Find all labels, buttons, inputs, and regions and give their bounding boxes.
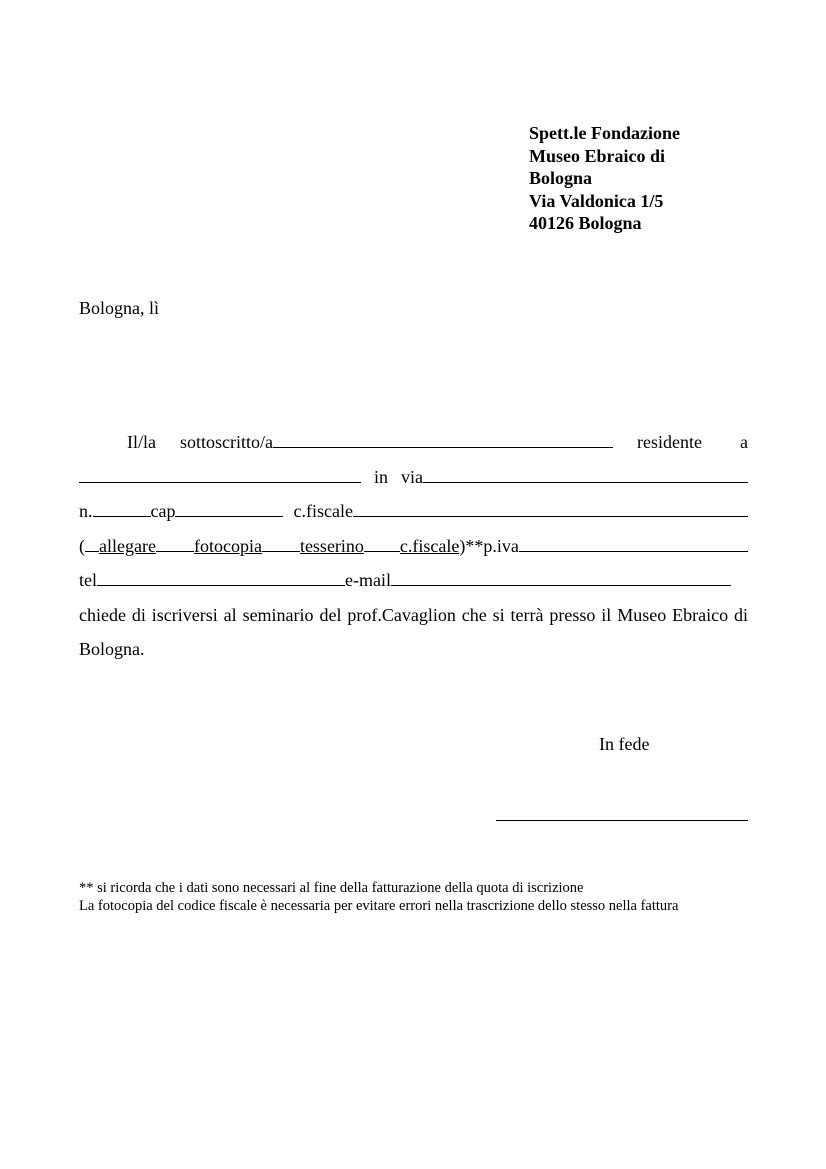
recipient-line-1: Spett.le Fondazione bbox=[529, 123, 680, 143]
attachment-underline-gap-3 bbox=[364, 551, 400, 552]
fiscal-code-field-line[interactable] bbox=[353, 516, 748, 517]
label-residente: residente bbox=[637, 432, 702, 452]
form-row-name bbox=[79, 429, 748, 453]
city-field-line[interactable] bbox=[79, 482, 361, 483]
attachment-word-fotocopia: fotocopia bbox=[193, 536, 262, 556]
email-field-line[interactable] bbox=[391, 585, 731, 586]
attachment-word-cfiscale: c.fiscale bbox=[399, 536, 460, 556]
label-tel: tel bbox=[79, 570, 97, 590]
form-row-number-cap-cf bbox=[79, 498, 748, 522]
label-piva: )**p.iva bbox=[459, 536, 519, 556]
form-row-contacts bbox=[79, 567, 748, 591]
request-paragraph: chiede di iscriversi al seminario del prof.Cavaglion che si terrà presso il Museo Ebraico di Bologna. bbox=[79, 605, 748, 659]
recipient-line-2: Museo Ebraico di bbox=[529, 145, 666, 166]
label-in: in bbox=[374, 467, 389, 487]
closing-in-fede: In fede bbox=[599, 734, 650, 754]
label-il-la: Il/la bbox=[127, 432, 156, 452]
footnote bbox=[79, 880, 759, 915]
place-date-line: Bologna, lì bbox=[79, 298, 159, 318]
label-sottoscritto: sottoscritto/a bbox=[180, 432, 273, 452]
name-field-line[interactable] bbox=[273, 447, 613, 448]
label-cap: cap bbox=[150, 501, 176, 521]
piva-field-line[interactable] bbox=[519, 551, 748, 552]
number-field-line[interactable] bbox=[93, 516, 151, 517]
cap-field-line[interactable] bbox=[175, 516, 283, 517]
attachment-underline-lead bbox=[85, 551, 99, 552]
label-a: a bbox=[740, 432, 748, 452]
recipient-line-4: Via Valdonica 1/5 bbox=[529, 190, 664, 211]
attachment-underline-gap-2 bbox=[262, 551, 300, 552]
form-row-residence bbox=[79, 464, 748, 488]
attachment-word-allegare: allegare bbox=[99, 536, 156, 556]
attachment-word-tesserino: tesserino bbox=[299, 536, 364, 556]
attachment-underline-gap-1 bbox=[156, 551, 194, 552]
recipient-address bbox=[529, 122, 769, 235]
paren-open: ( bbox=[79, 536, 85, 556]
label-numero: n. bbox=[79, 501, 93, 521]
footnote-line-1: ** si ricorda che i dati sono necessari al fine della fatturazione della quota di iscrizione bbox=[79, 880, 584, 896]
label-codice-fiscale: c.fiscale bbox=[293, 501, 353, 521]
recipient-line-3: Bologna bbox=[529, 168, 593, 188]
recipient-line-5: 40126 Bologna bbox=[529, 213, 642, 233]
label-email: e-mail bbox=[345, 570, 391, 590]
label-via: via bbox=[401, 467, 424, 487]
form-row-attachment-piva bbox=[79, 533, 748, 557]
signature-line[interactable] bbox=[496, 820, 748, 821]
footnote-line-2: La fotocopia del codice fiscale è necessaria per evitare errori nella trascrizione dello stesso nella fattura bbox=[79, 897, 679, 914]
street-field-line[interactable] bbox=[423, 482, 748, 483]
phone-field-line[interactable] bbox=[97, 585, 345, 586]
